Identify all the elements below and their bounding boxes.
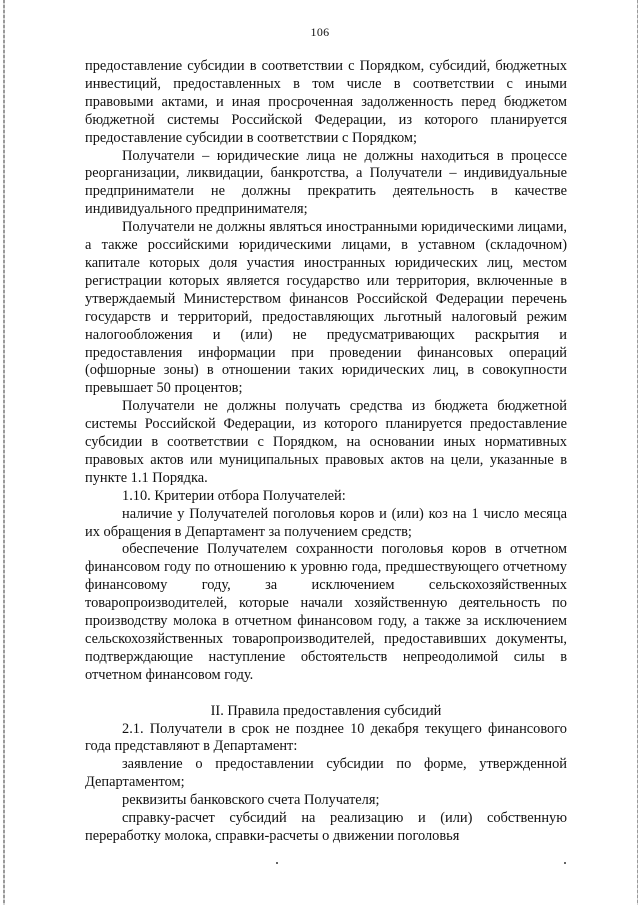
paragraph: наличие у Получателей поголовья коров и (или) коз на 1 число месяца их обращения в Департамент за получением средств; [85,505,567,540]
section-heading: II. Правила предоставления субсидий [210,702,442,719]
paragraph: предоставление субсидии в соответствии с Порядком, субсидий, бюджетных инвестиций, предоставленных в том числе в соответствии с иными правовыми актами, и иная просроченная задолженность перед бюджетом бюджетной системы Российской Федерации, из которого планируется предоставление субсидии в соответствии с Порядком; [85,58,567,146]
paragraph: 1.10. Критерии отбора Получателей: [122,487,346,504]
scan-speck [564,862,566,864]
scan-left-edge [3,0,5,905]
paragraphs-before-heading [85,58,567,685]
paragraph: обеспечение Получателем сохранности поголовья коров в отчетном финансовом году по отношению к уровню года, предшествующего отчетному финансовому году, за исключением сельскохозяйственных товаропроизводителей, которые начали хозяйственную деятельность по производству молока в отчетном финансовом году, а также за исключением сельскохозяйственных товаропроизводителей, предоставивших документы, подтверждающие наступление обстоятельств непреодолимой силы в отчетном финансовом году. [85,541,567,683]
paragraph: справку-расчет субсидий на реализацию и (или) собственную переработку молока, справки-расчеты о движении поголовья [85,810,567,844]
document-body [85,58,567,846]
paragraph: реквизиты банковского счета Получателя; [122,792,380,809]
blank-line [85,685,567,703]
scan-right-edge [637,0,638,905]
paragraphs-after-heading [85,721,567,846]
paragraph: Получатели не должны являться иностранными юридическими лицами, а также российскими юридическими лицами, в уставном (складочном) капитале которых доля участия иностранных юридических лиц, местом регистрации которых является государство или территория, включенные в утверждаемый Министерством финансов Российской Федерации перечень государств и территорий, предоставляющих льготный налоговый режим налогообложения и (или) не предусматривающих раскрытия и предоставления информации при проведении финансовых операций (офшорные зоны) в отношении таких юридических лиц, в совокупности превышает 50 процентов; [85,219,567,397]
paragraph: 2.1. Получатели в срок не позднее 10 декабря текущего финансового года представляют в Департамент: [85,720,567,755]
paragraph: Получатели не должны получать средства из бюджета бюджетной системы Российской Федерации, из которого планируется предоставление субсидии в соответствии с Порядком, на основании иных нормативных правовых актов или муниципальных правовых актов на цели, указанные в пункте 1.1 Порядка. [85,398,567,486]
paragraph: Получатели – юридические лица не должны находиться в процессе реорганизации, ликвидации, банкротства, а Получатели – индивидуальные предприниматели не должны прекратить деятельность в качестве индивидуального предпринимателя; [85,147,567,218]
paragraph: заявление о предоставлении субсидии по форме, утвержденной Департаментом; [85,756,567,791]
scan-speck [276,862,278,864]
page-number: 106 [310,25,330,39]
